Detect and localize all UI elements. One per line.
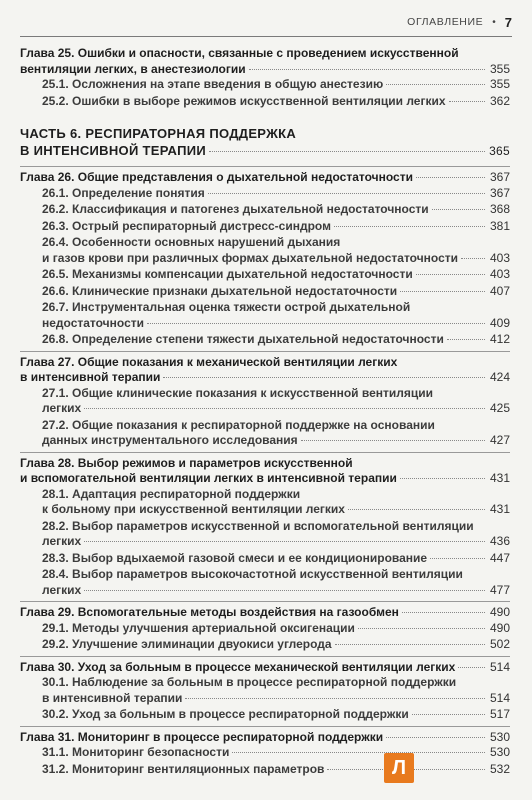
toc-entry-text: легких [42,401,82,415]
toc-page-number: 355 [489,77,510,91]
toc-line[interactable] [20,471,510,487]
toc-line[interactable] [42,77,510,93]
toc-entry-text: 28.2. Выбор параметров искусственной и вспомогательной вентиляции [42,518,474,533]
toc-entry-text: вентиляции легких, в анестезиологии [20,61,246,76]
dot-leader [84,408,485,409]
toc-page-number: 424 [489,370,510,384]
toc-entry-text: 28.1. Адаптация респираторной поддержки [42,486,301,501]
toc-entry-text: Глава 30. Уход за больным в процессе механической вентиляции легких [20,659,456,674]
bullet-separator: • [492,16,496,28]
toc-line[interactable] [42,284,510,300]
dot-leader [208,193,485,194]
toc-page-number: 530 [489,745,510,759]
chapter-entry [20,351,510,449]
table-of-contents [20,46,510,777]
toc-line[interactable] [42,267,510,283]
toc-line[interactable] [20,46,510,62]
section-entry [42,567,510,598]
toc-line[interactable] [20,125,510,142]
toc-line[interactable] [20,370,510,386]
dot-leader [416,177,485,178]
toc-entry-text: данных инструментального исследования [42,433,298,447]
toc-page-number: 403 [489,250,510,265]
toc-page-number: 362 [489,93,510,108]
toc-page-number: 431 [489,502,510,516]
section-entry [42,418,510,449]
toc-entry-text: 30.2. Уход за больным в процессе респираторной поддержки [42,707,409,721]
dot-leader [430,558,485,559]
dot-leader [432,209,485,210]
toc-entry-text: 31.2. Мониторинг вентиляционных параметров [42,761,325,776]
toc-line[interactable] [42,551,510,567]
toc-page-number: 368 [489,202,510,216]
toc-line[interactable] [42,251,510,267]
toc-line[interactable] [20,660,510,676]
dot-leader [301,440,485,441]
section-entry [42,762,510,778]
section-title: ОГЛАВЛЕНИЕ [407,16,484,28]
dot-leader [358,628,485,629]
toc-line[interactable] [42,675,510,691]
toc-page-number: 403 [489,267,510,281]
toc-page-number: 514 [489,690,510,705]
toc-line[interactable] [42,186,510,202]
toc-page-number: 367 [489,185,510,200]
toc-entry-text: 28.3. Выбор вдыхаемой газовой смеси и ее кондиционирование [42,550,428,565]
section-entry [42,77,510,93]
toc-page-number: 447 [489,550,510,565]
section-entry [42,745,510,761]
toc-entry-text: 26.1. Определение понятия [42,185,205,200]
header-rule [20,36,512,37]
dot-leader [458,667,485,668]
publisher-logo-icon [384,753,414,783]
dot-leader [412,714,485,715]
section-entry [42,267,510,283]
toc-page-number: 477 [489,582,510,597]
toc-entry-text: 27.2. Общие показания к респираторной поддержке на основании [42,417,435,432]
toc-page-number: 490 [489,605,510,619]
toc-page-number: 490 [489,620,510,635]
dot-leader [461,258,485,259]
dot-leader [163,377,485,378]
dot-leader [416,274,485,275]
section-entry [42,300,510,331]
toc-entry-text: 25.1. Осложнения на этапе введения в общую анестезию [42,77,384,91]
section-entry [42,519,510,550]
dot-leader [84,590,485,591]
toc-page-number: 436 [489,534,510,548]
toc-entry-text: 29.2. Улучшение элиминации двуокиси углерода [42,637,332,651]
toc-page-number: 514 [489,659,510,674]
toc-page-number: 365 [489,144,510,158]
section-entry [42,621,510,637]
toc-entry-text: 26.7. Инструментальная оценка тяжести острой дыхательной [42,300,411,314]
toc-line[interactable] [42,401,510,417]
toc-line[interactable] [42,762,510,778]
dot-leader [232,752,485,753]
dot-leader [185,698,485,699]
toc-line[interactable] [42,534,510,550]
section-list [20,675,510,723]
section-entry [42,386,510,417]
toc-entry-text: В ИНТЕНСИВНОЙ ТЕРАПИИ [20,143,206,158]
section-list [20,186,510,348]
toc-line[interactable] [42,386,510,402]
page-number: 7 [504,14,512,30]
section-entry [42,235,510,266]
toc-page-number: 517 [489,707,510,721]
chapter-entry [20,726,510,778]
toc-entry-text: 26.8. Определение степени тяжести дыхательной недостаточности [42,332,444,346]
toc-page-number: 407 [489,283,510,298]
dot-leader [147,323,485,324]
toc-entry-text: Глава 27. Общие показания к механической вентиляции легких [20,354,398,369]
toc-line[interactable] [20,355,510,371]
toc-line[interactable] [20,142,510,160]
chapter-entry [20,166,510,348]
toc-entry-text: Глава 25. Ошибки и опасности, связанные с проведением искусственной [20,46,459,60]
toc-line[interactable] [42,567,510,583]
section-list [20,621,510,653]
toc-line[interactable] [42,235,510,251]
toc-page-number: 381 [489,218,510,233]
toc-entry-text: недостаточности [42,315,144,330]
toc-entry-text: и вспомогательной вентиляции легких в интенсивной терапии [20,471,397,485]
toc-line[interactable] [20,605,510,621]
toc-page-number: 409 [489,315,510,330]
section-list [20,745,510,777]
toc-line[interactable] [20,170,510,186]
toc-page-number: 532 [489,761,510,776]
toc-entry-text: 25.2. Ошибки в выборе режимов искусственной вентиляции легких [42,93,446,108]
toc-line[interactable] [20,62,510,78]
toc-entry-text: легких [42,534,82,548]
toc-line[interactable] [42,316,510,332]
dot-leader [386,737,485,738]
toc-line[interactable] [42,300,510,316]
toc-entry-text: 27.1. Общие клинические показания к искусственной вентиляции [42,385,434,400]
toc-line[interactable] [42,94,510,110]
dot-leader [447,339,485,340]
toc-entry-text: 31.1. Мониторинг безопасности [42,745,230,759]
toc-page-number: 367 [489,170,510,184]
toc-entry-text: 26.4. Особенности основных нарушений дыхания [42,235,341,249]
toc-line[interactable] [42,519,510,535]
logo-letter: Л [391,756,407,779]
toc-entry-text: и газов крови при различных формах дыхательной недостаточности [42,250,459,265]
chapter-entry [20,656,510,723]
section-entry [42,637,510,653]
toc-page-number: 502 [489,637,510,651]
section-entry [42,707,510,723]
part-heading [20,125,510,160]
dot-leader [209,151,485,152]
toc-page-number: 412 [489,332,510,346]
toc-line[interactable] [20,730,510,746]
chapter-entry [20,452,510,599]
toc-line[interactable] [42,202,510,218]
dot-leader [335,644,485,645]
toc-page-number: 355 [489,61,510,76]
dot-leader [400,291,485,292]
toc-entry-text: 26.2. Классификация и патогенез дыхательной недостаточности [42,202,429,216]
toc-entry-text: 29.1. Методы улучшения артериальной оксигенации [42,620,355,635]
toc-entry-text: ЧАСТЬ 6. РЕСПИРАТОРНАЯ ПОДДЕРЖКА [20,126,297,141]
toc-line[interactable] [42,637,510,653]
toc-line[interactable] [42,418,510,434]
toc-entry-text: Глава 28. Выбор режимов и параметров искусственной [20,455,353,470]
toc-line[interactable] [42,219,510,235]
dot-leader [334,226,485,227]
dot-leader [249,69,485,70]
section-list [20,386,510,449]
toc-entry-text: 26.6. Клинические признаки дыхательной недостаточности [42,283,398,298]
toc-line[interactable] [42,691,510,707]
toc-line[interactable] [42,707,510,723]
toc-line[interactable] [42,502,510,518]
toc-entry-text: 30.1. Наблюдение за больным в процессе респираторной поддержки [42,675,457,689]
toc-entry-text: 26.3. Острый респираторный дистресс-синдром [42,218,331,233]
section-list [20,77,510,109]
dot-leader [84,541,485,542]
toc-line[interactable] [42,745,510,761]
toc-entry-text: Глава 31. Мониторинг в процессе респираторной поддержки [20,729,384,744]
toc-entry-text: к больному при искусственной вентиляции легких [42,502,345,516]
dot-leader [348,509,485,510]
section-entry [42,675,510,706]
dot-leader [386,84,485,85]
toc-line[interactable] [42,621,510,637]
section-entry [42,202,510,218]
toc-line[interactable] [42,583,510,599]
toc-entry-text: в интенсивной терапии [42,690,183,705]
section-entry [42,219,510,235]
section-entry [42,94,510,110]
section-entry [42,487,510,518]
toc-line[interactable] [42,433,510,449]
toc-page-number: 427 [489,433,510,447]
chapter-entry [20,46,510,109]
section-entry [42,332,510,348]
section-list [20,487,510,599]
toc-entry-text: в интенсивной терапии [20,370,161,384]
section-entry [42,186,510,202]
toc-page-number: 425 [489,401,510,415]
toc-entry-text: легких [42,582,82,597]
section-entry [42,551,510,567]
dot-leader [449,101,485,102]
toc-entry-text: 26.5. Механизмы компенсации дыхательной недостаточности [42,267,413,281]
toc-page-number: 530 [489,729,510,744]
toc-entry-text: Глава 29. Вспомогательные методы воздействия на газообмен [20,605,399,619]
toc-line[interactable] [20,456,510,472]
chapter-entry [20,601,510,653]
dot-leader [402,612,485,613]
toc-line[interactable] [42,487,510,503]
dot-leader [400,478,485,479]
toc-entry-text: 28.4. Выбор параметров высокочастотной искусственной вентиляции [42,567,463,581]
toc-entry-text: Глава 26. Общие представления о дыхательной недостаточности [20,170,413,184]
running-header [20,12,512,32]
section-entry [42,284,510,300]
toc-line[interactable] [42,332,510,348]
toc-page-number: 431 [489,471,510,485]
